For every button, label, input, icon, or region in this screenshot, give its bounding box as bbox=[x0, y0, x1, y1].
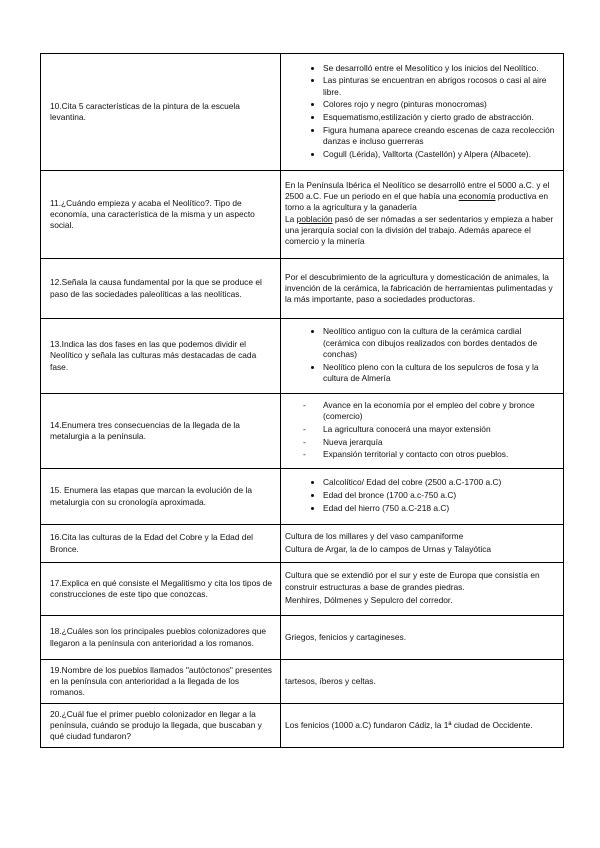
answer-line: Cultura de Argar, la de lo campos de Urnas y Talayótica bbox=[285, 543, 492, 554]
list-item: • Neolítico antiguo con la cultura de la cerámica cardial (cerámica con dibujos realizados con bordes dentados de conchas) bbox=[323, 326, 559, 360]
list-item: - La agricultura conocerá una mayor extensión bbox=[323, 424, 559, 435]
table-row bbox=[41, 616, 564, 660]
poblacion-link[interactable]: población bbox=[296, 213, 333, 224]
answer-cell: Griegos, fenicios y cartagineses. bbox=[281, 616, 564, 660]
answer-cell bbox=[281, 525, 564, 563]
table-row bbox=[41, 525, 564, 563]
question-cell: 11.¿Cuándo empieza y acaba el Neolítico?. Tipo de economía, una característica de la misma y un aspecto social. bbox=[41, 171, 281, 259]
answer-cell: tartesos, íberos y celtas. bbox=[281, 660, 564, 704]
answer-line: Cultura de los millares y del vaso campaniforme bbox=[285, 530, 464, 541]
table-row bbox=[41, 319, 564, 394]
answer-line: Cultura que se extendió por el sur y este de Europa que consistía en construir estructuras a base de grandes piedras. bbox=[285, 570, 540, 592]
answer-cell: Por el descubrimiento de la agricultura y domesticación de animales, la invención de la cerámica, la fabricación de herramientas pulimentadas y la más importante, paso a sociedades productoras. bbox=[281, 259, 564, 319]
answer-cell bbox=[281, 171, 564, 259]
question-cell: 13.Indica las dos fases en las que podemos dividir el Neolítico y señala las culturas más destacadas de cada fase. bbox=[41, 319, 281, 394]
table-row bbox=[41, 394, 564, 469]
list-item: • Cogull (Lérida), Valltorta (Castellón) y Alpera (Albacete). bbox=[323, 149, 559, 160]
list-item: - Avance en la economía por el empleo del cobre y bronce (comercio) bbox=[323, 400, 559, 423]
answer-text: productiva en torno a la agricultura y la ganadería bbox=[285, 191, 549, 213]
list-item: • Colores rojo y negro (pinturas monocromas) bbox=[323, 99, 559, 110]
question-cell: 18.¿Cuáles son los principales pueblos colonizadores que llegaron a la península con anterioridad a los romanos. bbox=[41, 616, 281, 660]
list-item: - Expansión territorial y contacto con otros pueblos. bbox=[323, 449, 559, 460]
answer-cell bbox=[281, 563, 564, 616]
table-row bbox=[41, 469, 564, 525]
table-row bbox=[41, 660, 564, 704]
answer-text: En la Península Ibérica el Neolítico se desarrolló entre el 5000 a.C. y el 2500 a.C. Fue un periodo en el que había una bbox=[285, 179, 550, 202]
question-cell: 20.¿Cuál fue el primer pueblo colonizador en llegar a la península, cuándo se produjo la llegada, que buscaban y qué ciudad fundaron? bbox=[41, 704, 281, 748]
qa-table bbox=[40, 53, 564, 748]
answer-list bbox=[285, 477, 559, 514]
question-cell: 16.Cita las culturas de la Edad del Cobre y la Edad del Bronce. bbox=[41, 525, 281, 563]
list-item: • Calcolítico/ Edad del cobre (2500 a.C-1700 a.C) bbox=[323, 477, 559, 488]
economia-link[interactable]: economía bbox=[458, 191, 496, 202]
question-cell: 17.Explica en qué consiste el Megalitismo y cita los tipos de construcciones de este tipo que conozcas. bbox=[41, 563, 281, 616]
answer-list bbox=[285, 326, 559, 384]
answer-cell bbox=[281, 394, 564, 469]
answer-cell bbox=[281, 54, 564, 171]
answer-cell bbox=[281, 319, 564, 394]
question-cell: 14.Enumera tres consecuencias de la llegada de la metalurgia a la península. bbox=[41, 394, 281, 469]
list-item: • Neolítico pleno con la cultura de los sepulcros de fosa y la cultura de Almería bbox=[323, 362, 559, 385]
answer-text: La bbox=[285, 213, 297, 224]
answer-list bbox=[285, 400, 559, 461]
answer-cell: Los fenicios (1000 a.C) fundaron Cádiz, la 1ª ciudad de Occidente. bbox=[281, 704, 564, 748]
table-row bbox=[41, 171, 564, 259]
question-cell: 15. Enumera las etapas que marcan la evolución de la metalurgia con su cronología aproximada. bbox=[41, 469, 281, 525]
answer-cell bbox=[281, 469, 564, 525]
list-item: • Edad del hierro (750 a.C-218 a.C) bbox=[323, 503, 559, 514]
list-item: • Figura humana aparece creando escenas de caza recolección danzas e incluso guerreras bbox=[323, 125, 559, 148]
table-row bbox=[41, 259, 564, 319]
list-item: • Esquematismo,estilización y cierto grado de abstracción. bbox=[323, 112, 559, 123]
table-row bbox=[41, 563, 564, 616]
question-cell: 19.Nombre de los pueblos llamados "autóctonos" presentes en la península con anterioridad a la llegada de los romanos. bbox=[41, 660, 281, 704]
table-row bbox=[41, 54, 564, 171]
answer-list bbox=[285, 63, 559, 160]
table-row bbox=[41, 704, 564, 748]
question-cell: 10.Cita 5 características de la pintura de la escuela levantina. bbox=[41, 54, 281, 171]
answer-paragraph bbox=[285, 180, 559, 248]
question-cell: 12.Señala la causa fundamental por la que se produce el paso de las sociedades paleolíticas a las neolíticas. bbox=[41, 259, 281, 319]
list-item: - Nueva jerarquía bbox=[323, 437, 559, 448]
list-item: • Edad del bronce (1700 a.c-750 a.C) bbox=[323, 490, 559, 501]
answer-text: pasó de ser nómadas a ser sedentarios y empieza a haber una jerarquía social con la división del trabajo. Además aparece el comercio y la minería bbox=[285, 213, 554, 247]
list-item: • Se desarrolló entre el Mesolítico y los inicios del Neolítico. bbox=[323, 63, 559, 74]
answer-line: Menhires, Dólmenes y Sepulcro del corredor. bbox=[285, 594, 453, 605]
list-item: • Las pinturas se encuentran en abrigos rocosos o casi al aire libre. bbox=[323, 75, 559, 98]
